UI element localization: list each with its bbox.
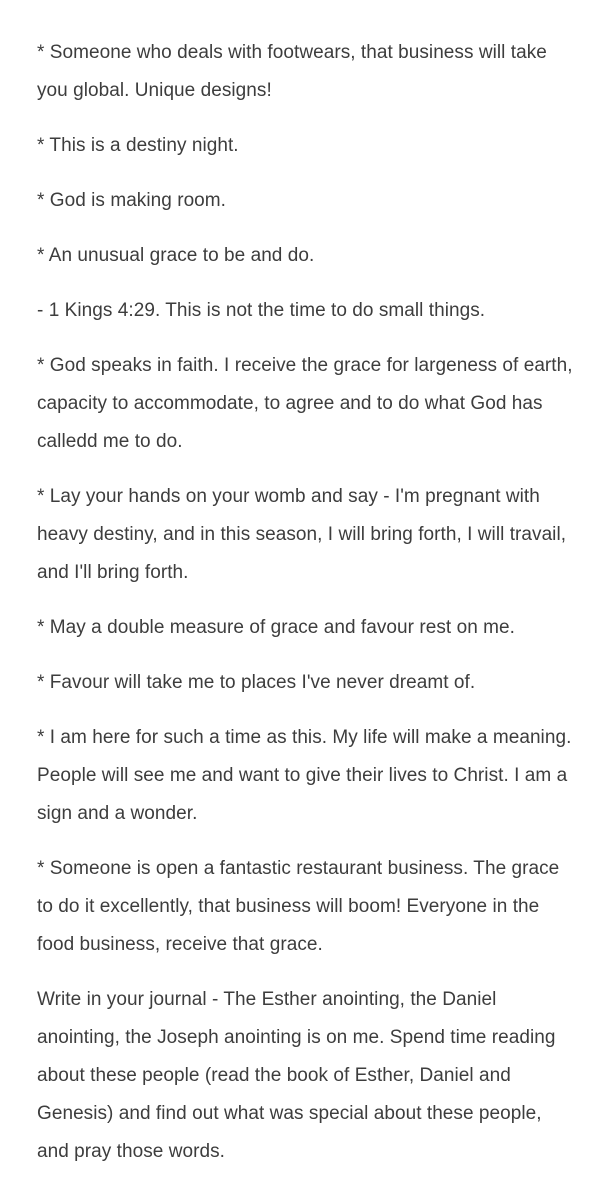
paragraph-unusual-grace: * An unusual grace to be and do.	[37, 245, 315, 266]
paragraph-double-measure: * May a double measure of grace and favour rest on me.	[37, 617, 515, 638]
paragraph-making-room: * God is making room.	[37, 190, 227, 211]
paragraph-lay-hands: * Lay your hands on your womb and say - I'm pregnant with heavy destiny, and in this season, I will bring forth, I will travail, and I'll bring forth.	[37, 486, 567, 583]
paragraph-favour-places: * Favour will take me to places I've never dreamt of.	[37, 672, 476, 693]
paragraph-journal: Write in your journal - The Esther anointing, the Daniel anointing, the Joseph anointing is on me. Spend time reading about these people (read the book of Esther, Daniel and Genesis) and find out what was special about these people, and pray those words.	[37, 989, 556, 1162]
paragraph-destiny-night: * This is a destiny night.	[37, 135, 239, 156]
paragraph-restaurant-business: * Someone is open a fantastic restaurant business. The grace to do it excellently, that business will boom! Everyone in the food business, receive that grace.	[37, 858, 560, 955]
paragraph-such-a-time: * I am here for such a time as this. My life will make a meaning. People will see me and want to give their lives to Christ. I am a sign and a wonder.	[37, 727, 572, 824]
paragraph-footwear-business: * Someone who deals with footwears, that business will take you global. Unique designs!	[37, 42, 547, 101]
paragraph-god-speaks: * God speaks in faith. I receive the grace for largeness of earth, capacity to accommodate, to agree and to do what God has calledd me to do.	[37, 355, 573, 452]
paragraph-1-kings: - 1 Kings 4:29. This is not the time to do small things.	[37, 300, 486, 321]
